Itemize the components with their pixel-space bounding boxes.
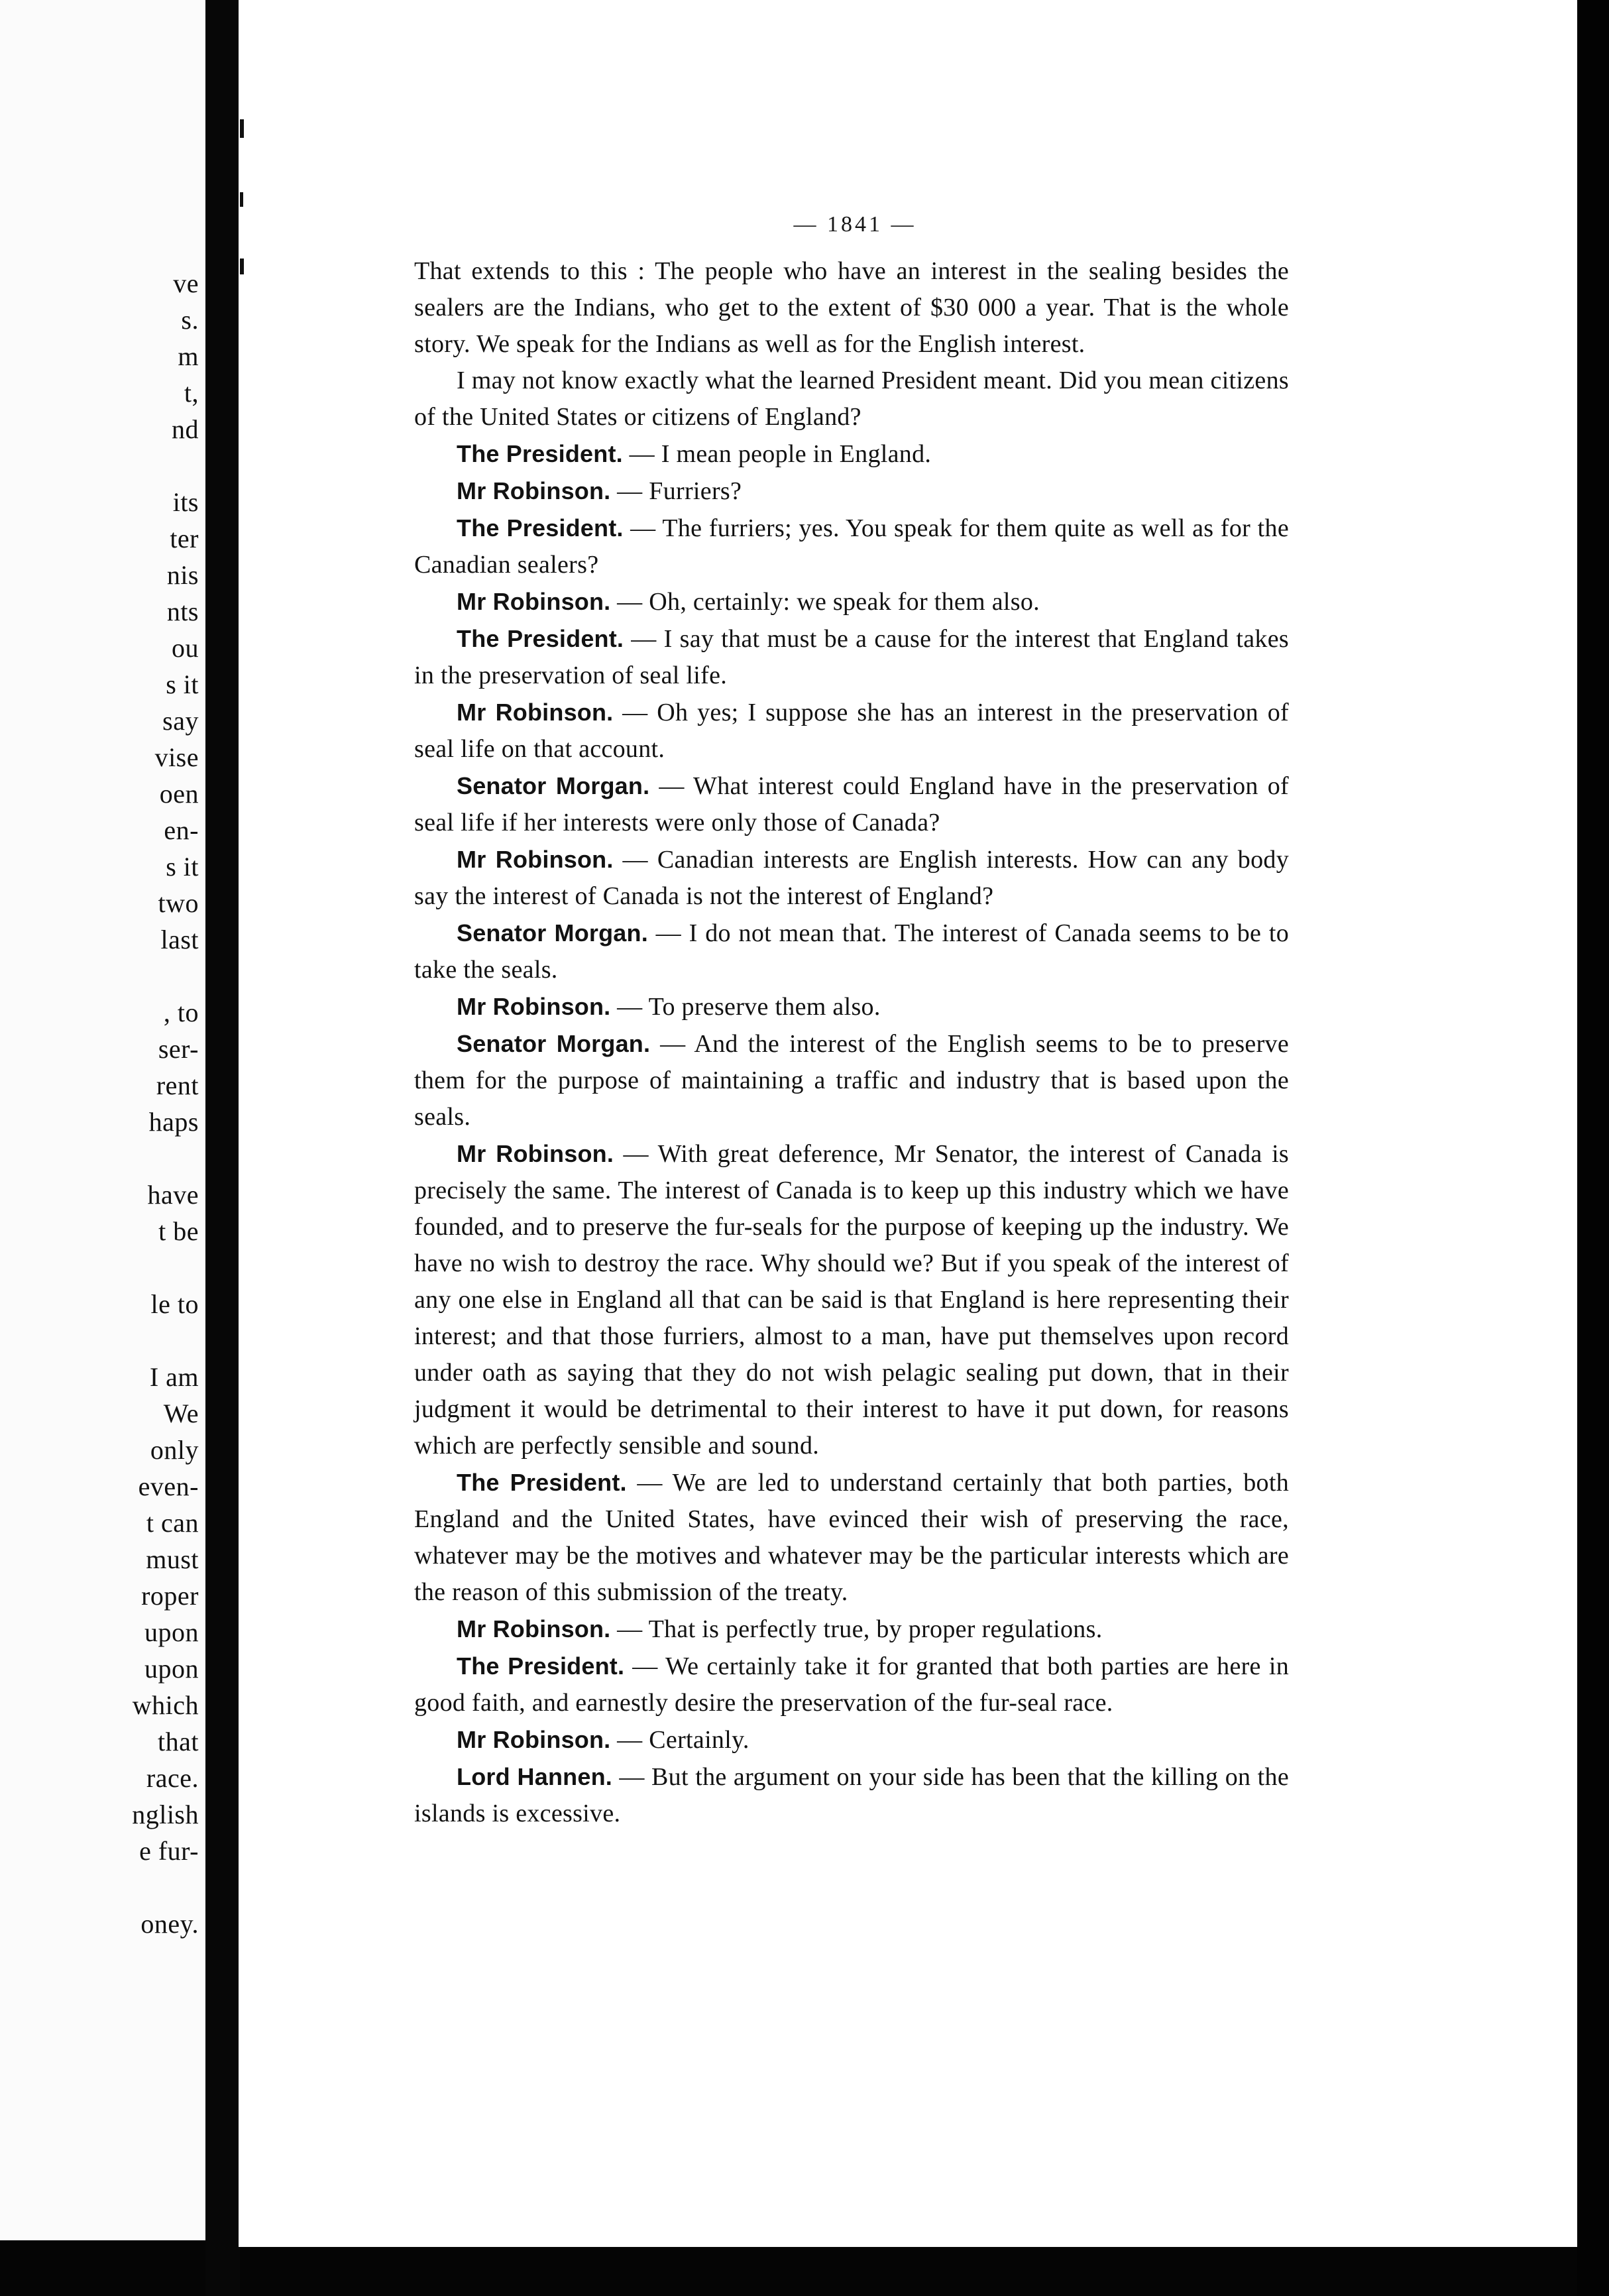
paragraph-text: — That is perfectly true, by proper regulations. (610, 1615, 1103, 1643)
paragraph (414, 510, 1289, 583)
left-fragment-line: even- (138, 1471, 199, 1501)
paragraph-text: — What interest could England have in the preservation of seal life if her interests were only those of Canada? (414, 772, 1289, 836)
paragraph (414, 841, 1289, 915)
left-fragment-line: m (178, 341, 199, 371)
left-fragment-line: nis (166, 560, 199, 590)
speaker-name: The President. (457, 1469, 627, 1496)
paragraph (414, 1025, 1289, 1135)
speaker-name: Mr Robinson. (457, 1615, 611, 1642)
paragraph (414, 253, 1289, 363)
speaker-name: Mr Robinson. (457, 477, 611, 504)
left-fragment-line: last (160, 925, 199, 954)
paragraph-text: — I do not mean that. The interest of Canada seems to be to take the seals. (414, 919, 1290, 984)
left-fragment-line: e fur- (139, 1836, 199, 1866)
left-fragment-line: s it (166, 852, 199, 882)
left-fragment-line: t be (158, 1216, 199, 1246)
paragraph-text: — Certainly. (610, 1726, 749, 1754)
left-fragment-line: vise (154, 742, 199, 772)
left-fragment-line: ter (170, 524, 199, 553)
paragraph-text: — And the interest of the English seems to be to preserve them for the purpose of maintaining a traffic and industry that is based upon the seals. (414, 1030, 1289, 1131)
paragraph-text: — Furriers? (610, 477, 742, 505)
speaker-name: The President. (457, 625, 624, 652)
paragraph-text: That extends to this : The people who have an interest in the sealing besides the sealers are the Indians, who get to the extent of $30 000 a year. That is the whole story. We speak for the Indians as well as for the English interest. (414, 257, 1289, 358)
left-fragment-line: say (162, 706, 199, 736)
left-fragment-line: oen (159, 779, 199, 809)
speaker-name: Senator Morgan. (457, 772, 650, 799)
left-fragment-line: oney. (140, 1909, 199, 1939)
paragraph (414, 988, 1289, 1025)
paragraph (414, 1758, 1289, 1832)
paragraph (414, 1721, 1289, 1758)
left-fragment-line: only (150, 1435, 199, 1465)
speaker-name: Mr Robinson. (457, 1140, 614, 1167)
speaker-name: Mr Robinson. (457, 993, 611, 1020)
speaker-name: The President. (457, 514, 624, 542)
speaker-name: Senator Morgan. (457, 919, 648, 947)
paragraph-text: — I say that must be a cause for the interest that England takes in the preservation of seal life. (414, 625, 1289, 689)
paragraph (414, 583, 1289, 620)
left-fragment-line: its (172, 487, 199, 517)
paragraph (414, 1611, 1289, 1648)
left-fragment-line: roper (141, 1581, 199, 1611)
paragraph (414, 915, 1289, 988)
page-number: — 1841 — (793, 212, 916, 237)
left-fragment-line: s it (166, 669, 199, 699)
speaker-name: Mr Robinson. (457, 699, 614, 726)
paragraph (414, 363, 1289, 435)
left-fragment-line: that (158, 1727, 199, 1756)
transcript-body (414, 253, 1289, 1832)
paragraph-text: — Oh yes; I suppose she has an interest in the preservation of seal life on that account. (414, 699, 1289, 763)
paragraph-text: — Oh, certainly: we speak for them also. (610, 588, 1040, 616)
paragraph (414, 768, 1289, 841)
paragraph-text: — I mean people in England. (622, 440, 932, 468)
left-fragment-line: must (146, 1544, 199, 1574)
paragraph-text: I may not know exactly what the learned President meant. Did you mean citizens of the United States or citizens of England? (414, 367, 1289, 431)
left-fragment-line: le to (150, 1289, 199, 1319)
paragraph-text: — We certainly take it for granted that both parties are here in good faith, and earnestly desire the preservation of the fur-seal race. (414, 1652, 1289, 1717)
paragraph (414, 694, 1289, 768)
speaker-name: The President. (457, 1652, 625, 1680)
left-fragment-line: nts (166, 597, 199, 626)
left-fragment-line: have (147, 1180, 199, 1210)
left-fragment-line: nglish (132, 1800, 199, 1829)
speaker-name: Mr Robinson. (457, 1726, 611, 1753)
left-fragment-line: ser- (158, 1034, 199, 1064)
left-fragment-line: s. (181, 305, 199, 335)
left-fragment-line: haps (148, 1107, 199, 1137)
scan-speck (240, 119, 244, 138)
left-fragment-line: t, (184, 378, 199, 408)
left-fragment-line: ou (172, 633, 199, 663)
book-gutter (205, 0, 240, 2296)
paragraph-text: — The furriers; yes. You speak for them quite as well as for the Canadian sealers? (414, 514, 1289, 579)
left-fragment-line: I am (149, 1362, 199, 1392)
left-fragment-line: race. (146, 1763, 199, 1793)
paragraph (414, 1135, 1289, 1464)
paragraph-text: — We are led to understand certainly that both parties, both England and the United States, have evinced their wish of preserving the race, whatever may be the motives and whatever may be the particular interests which are the reason of this submission of the treaty. (414, 1469, 1289, 1606)
paragraph (414, 473, 1289, 510)
paragraph (414, 1464, 1289, 1611)
scan-speck (240, 258, 244, 274)
speaker-name: Mr Robinson. (457, 846, 614, 873)
scan-speck (240, 192, 243, 207)
speaker-name: Lord Hannen. (457, 1763, 612, 1790)
left-fragment-line: en- (164, 815, 199, 845)
left-fragment-line: ve (173, 268, 199, 298)
paragraph-text: — Canadian interests are English interests. How can any body say the interest of Canada is not the interest of England? (414, 846, 1289, 910)
paragraph-text: — With great deference, Mr Senator, the interest of Canada is precisely the same. The interest of Canada is to keep up this industry which we have founded, and to preserve the fur-seals for the purpose of keeping up the industry. We have no wish to destroy the race. Why should we? But if you speak of the interest of any one else in England all that can be said is that England is here representing their interest; and that those furriers, almost to a man, have put themselves upon record under oath as saying that they do not wish pelagic sealing put down, that in their judgment it would be detrimental to their interest to have it put down, for reasons which are perfectly sensible and sound. (414, 1140, 1290, 1460)
left-fragment-line: two (158, 888, 199, 918)
speaker-name: The President. (457, 440, 623, 467)
speaker-name: Senator Morgan. (457, 1030, 651, 1057)
paragraph (414, 1648, 1289, 1721)
paragraph-text: — But the argument on your side has been that the killing on the islands is excessive. (414, 1763, 1289, 1827)
left-fragment-line: which (132, 1690, 199, 1720)
left-fragment-line: , to (163, 998, 199, 1027)
left-fragment-line: rent (156, 1070, 199, 1100)
left-fragment-line: upon (144, 1654, 199, 1684)
left-fragment-line: upon (144, 1617, 199, 1647)
left-fragment-line: t can (146, 1508, 199, 1538)
paragraph (414, 435, 1289, 473)
left-fragment-line: nd (172, 414, 199, 444)
scan-right-edge (1577, 0, 1609, 2296)
paragraph (414, 620, 1289, 694)
speaker-name: Mr Robinson. (457, 588, 611, 615)
left-page-fragment (0, 0, 219, 2240)
left-fragment-line: We (163, 1399, 199, 1428)
paragraph-text: — To preserve them also. (610, 993, 881, 1021)
